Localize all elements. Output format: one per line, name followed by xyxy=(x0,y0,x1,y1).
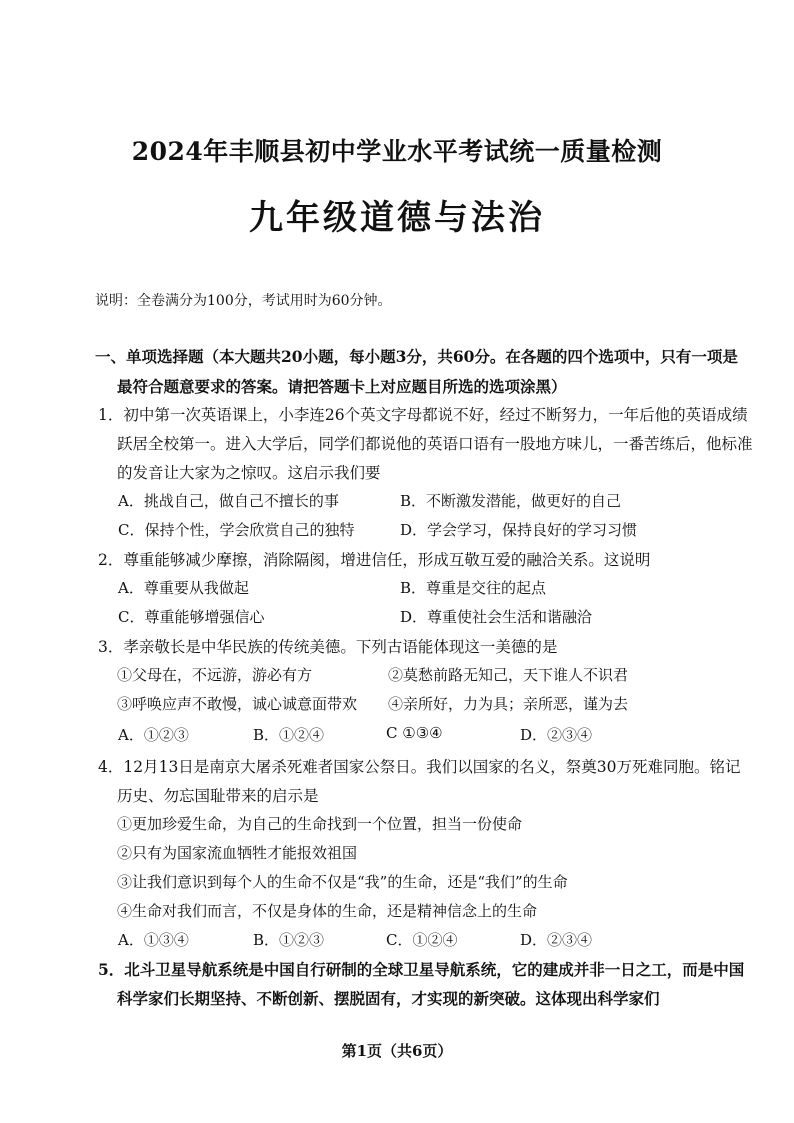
question-4-line2: 历史、勿忘国耻带来的启示是 xyxy=(117,787,319,805)
question-3-line1: 3．孝亲敬长是中华民族的传统美德。下列古语能体现这一美德的是 xyxy=(98,638,558,656)
question-1-line1: 1．初中第一次英语课上，小李连26个英文字母都说不好，经过不断努力，一年后他的英语成绩 xyxy=(98,406,748,424)
question-1-line3: 的发音让大家为之惊叹。这启示我们要 xyxy=(117,464,381,482)
question-4-statement-2: ②只有为国家流血牺牲才能报效祖国 xyxy=(117,844,358,862)
section-heading-line1: 一、单项选择题（本大题共20小题，每小题3分，共60分。在各题的四个选项中，只有一项是 xyxy=(95,347,738,366)
question-5-line1: 5．北斗卫星导航系统是中国自行研制的全球卫星导航系统，它的建成并非一日之工，而是中国 xyxy=(98,960,745,979)
question-3-statement-3: ③呼唤应声不敢慢，诚心诚意面带欢 xyxy=(117,695,358,713)
question-4-option-a: A．①③④ xyxy=(118,931,189,949)
question-1-option-c: C．保持个性，学会欣赏自己的独特 xyxy=(118,521,355,539)
question-3-option-c: C ①③④ xyxy=(386,724,443,742)
question-4-line1: 4．12月13日是南京大屠杀死难者国家公祭日。我们以国家的名义，祭奠30万死难同胞。铭记 xyxy=(98,758,741,776)
question-4-option-b: B．①②③ xyxy=(253,931,325,949)
question-4-statement-3: ③让我们意识到每个人的生命不仅是“我”的生命，还是“我们”的生命 xyxy=(117,873,568,891)
question-3-option-a: A．①②③ xyxy=(118,726,189,744)
question-4-statement-1: ①更加珍爱生命，为自己的生命找到一个位置，担当一份使命 xyxy=(117,815,523,833)
question-1-option-d: D．学会学习，保持良好的学习习惯 xyxy=(400,521,638,539)
question-3-option-d: D．②③④ xyxy=(520,726,593,744)
question-3-option-b: B．①②④ xyxy=(253,726,325,744)
question-1-option-b: B．不断激发潜能，做更好的自己 xyxy=(400,492,622,510)
question-2-option-a: A．尊重要从我做起 xyxy=(118,579,249,597)
question-2-option-d: D．尊重使社会生活和谐融洽 xyxy=(400,608,593,626)
exam-subject: 九年级道德与法治 xyxy=(249,198,545,238)
question-5-line2: 科学家们长期坚持、不断创新、摆脱固有，才实现的新突破。这体现出科学家们 xyxy=(117,989,660,1008)
question-1-line2: 跃居全校第一。进入大学后，同学们都说他的英语口语有一股地方味儿，一番苦练后，他标准 xyxy=(117,435,753,453)
question-4-statement-4: ④生命对我们而言，不仅是身体的生命，还是精神信念上的生命 xyxy=(117,902,538,920)
page-footer: 第1页（共6页） xyxy=(341,1042,453,1060)
question-3-statement-1: ①父母在，不远游，游必有方 xyxy=(117,666,313,684)
question-3-statement-2: ②莫愁前路无知己，天下谁人不识君 xyxy=(388,666,629,684)
exam-note: 说明：全卷满分为100分，考试用时为60分钟。 xyxy=(95,293,392,309)
question-2-option-c: C．尊重能够增强信心 xyxy=(118,608,265,626)
section-heading xyxy=(95,342,755,402)
question-4-option-c: C．①②④ xyxy=(386,931,458,949)
question-3-statement-4: ④亲所好，力为具；亲所恶，谨为去 xyxy=(388,695,629,713)
question-1-option-a: A．挑战自己，做自己不擅长的事 xyxy=(118,492,339,510)
exam-title: 2024年丰顺县初中学业水平考试统一质量检测 xyxy=(131,137,663,166)
question-2-option-b: B．尊重是交往的起点 xyxy=(400,579,547,597)
question-4-option-d: D．②③④ xyxy=(520,931,593,949)
question-2-line1: 2．尊重能够减少摩擦，消除隔阂，增进信任，形成互敬互爱的融洽关系。这说明 xyxy=(98,551,651,569)
section-heading-line2: 最符合题意要求的答案。请把答题卡上对应题目所选的选项涂黑） xyxy=(117,377,567,396)
